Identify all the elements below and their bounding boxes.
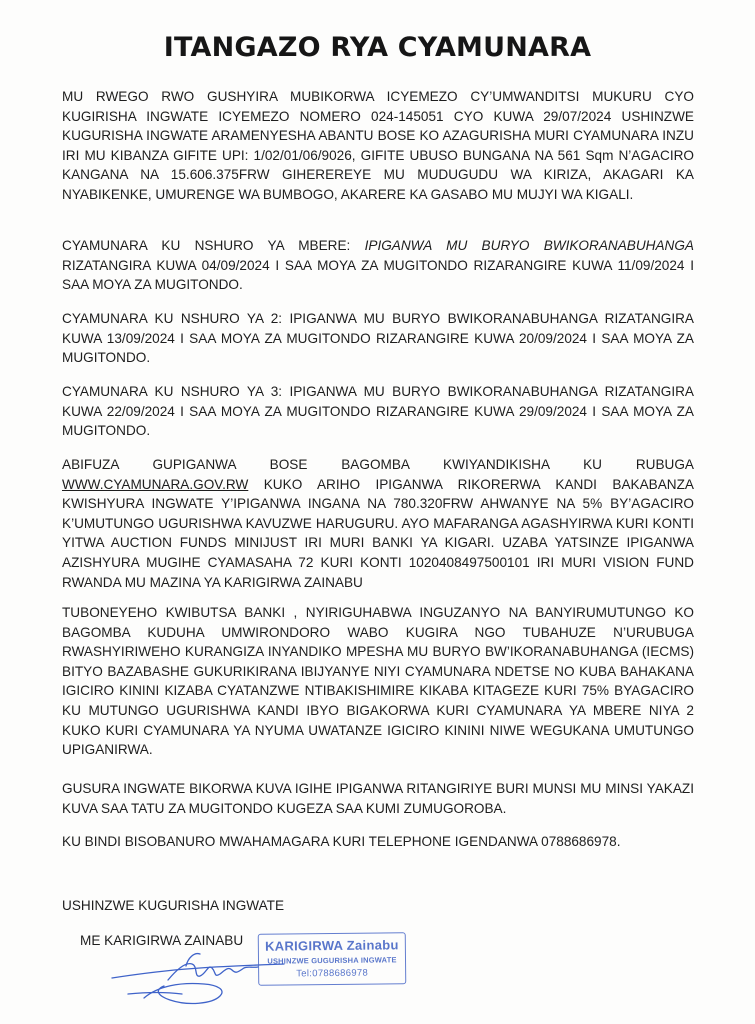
auction-website-link[interactable]: WWW.CYAMUNARA.GOV.RW (62, 476, 249, 492)
first-auction-dates: RIZATANGIRA KUWA 04/09/2024 I SAA MOYA ZA MUGITONDO RIZARANGIRE KUWA 11/09/2024 I SAA MOYA ZA MUGITONDO. (62, 257, 694, 293)
paragraph-intro: MU RWEGO RWO GUSHYIRA MUBIKORWA ICYEMEZO CY’UMWANDITSI MUKURU CYO KUGIRISHA INGWATE ICYEMEZO NOMERO 024-145051 CYO KUWA 29/07/2024 USHINZWE KUGURISHA INGWATE ARAMENYESHA ABANTU BOSE KO AZAGURISHA MURI CYAMUNARA INZU IRI MU KIBANZA GIFITE UPI: 1/02/01/06/9026, GIFITE UBUSO BUNGANA NA 561 Sqm N’AGACIRO KANGANA NA 15.606.375FRW GIHEREREYE MU MUDUGUDU WA KIRIZA, AKAGARI KA NYABIKENKE, UMURENGE WA BUMBOGO, AKARERE KA GASABO MU MUJYI WA KIGALI. (62, 89, 694, 202)
stamp-name: KARIGIRWA Zainabu (264, 937, 399, 954)
official-stamp (258, 932, 407, 986)
paragraph-visiting-hours: GUSURA INGWATE BIKORWA KUVA IGIHE IPIGANWA RITANGIRIYE BURI MUNSI MU MINSI YAKAZI KUVA SAA TATU ZA MUGITONDO KUGEZA SAA KUMI ZUMUGOROBA. (62, 781, 694, 816)
signatory-name: ME KARIGIRWA ZAINABU (80, 933, 244, 948)
stamp-phone: Tel:0788686978 (296, 967, 369, 980)
stamp-title: USHINZWE GUGURISHA INGWATE (267, 955, 397, 966)
paragraph-third-auction: CYAMUNARA KU NSHURO YA 3: IPIGANWA MU BURYO BWIKORANABUHANGA RIZATANGIRA KUWA 22/09/2024 I SAA MOYA ZA MUGITONDO RIZARANGIRE KUWA 29/09/2024 I SAA MOYA ZA MUGITONDO. (62, 384, 694, 439)
registration-details: KUKO ARIHO IPIGANWA RIKORERWA KANDI BAKABANZA KWISHYURA INGWATE Y’IPIGANWA INGANA NA 780.320FRW AHWANYE NA 5% BY’AGACIRO K’UMUTUNGO UGURISHWA KAVUZWE HARUGURU. AYO MAFARANGA AGASHYIRWA KURI KONTI YITWA AUCTION FUNDS MINIJUST IRI MURI BANKI YA KIGARI. UZABA YATSINZE IPIGANWA AZISHYURA MUGIHE CYAMASAHA 72 KURI KONTI 1020408497500101 IRI MURI VISION FUND RWANDA MU MAZINA YA KARIGIRWA ZAINABU (62, 476, 694, 590)
first-auction-label: CYAMUNARA KU NSHURO YA MBERE: (62, 238, 365, 253)
document-title: ITANGAZO RYA CYAMUNARA (163, 32, 592, 63)
registration-intro: ABIFUZA GUPIGANWA BOSE BAGOMBA KWIYANDIKISHA KU RUBUGA (62, 457, 694, 472)
paragraph-first-auction (62, 236, 694, 295)
first-auction-method: IPIGANWA MU BURYO BWIKORANABUHANGA (364, 238, 694, 253)
signatory-role: USHINZWE KUGURISHA INGWATE (62, 898, 285, 913)
paragraph-contact: KU BINDI BISOBANURO MWAHAMAGARA KURI TELEPHONE IGENDANWA 0788686978. (62, 834, 621, 849)
paragraph-bank-notice: TUBONEYEHO KWIBUTSA BANKI , NYIRIGUHABWA INGUZANYO NA BANYIRUMUTUNGO KO BAGOMBA KUDUHA UMWIRONDORO WABO KUGIRA NGO TUBAHUZE N’URUBUGA RWASHYIRIWEHO KURANGIZA INYANDIKO MPESHA MU BURYO BW’IKORANABUHANGA (IECMS) BITYO BAZABASHE GUKURIKIRANA IBIJYANYE NIYI CYAMUNARA NDETSE NO KUBA BAHAKANA IGICIRO KININI KIZABA CYATANZWE NTIBAKISHIMIRE KIKABA KITAGEZE KURI 75% BYAGACIRO KU MUTUNGO UGURISHWA KANDI IBYO BIGAKORWA KURI CYAMUNARA YA MBERE NIYA 2 KUKO KURI CYAMUNARA YA NYUMA UWATANZE IGICIRO KININI NIWE WEGUKANA UMUTUNGO UPIGANIRWA. (62, 605, 694, 758)
paragraph-second-auction: CYAMUNARA KU NSHURO YA 2: IPIGANWA MU BURYO BWIKORANABUHANGA RIZATANGIRA KUWA 13/09/2024 I SAA MOYA ZA MUGITONDO RIZARANGIRE KUWA 20/09/2024 I SAA MOYA ZA MUGITONDO. (62, 311, 694, 366)
paragraph-registration (62, 455, 694, 592)
